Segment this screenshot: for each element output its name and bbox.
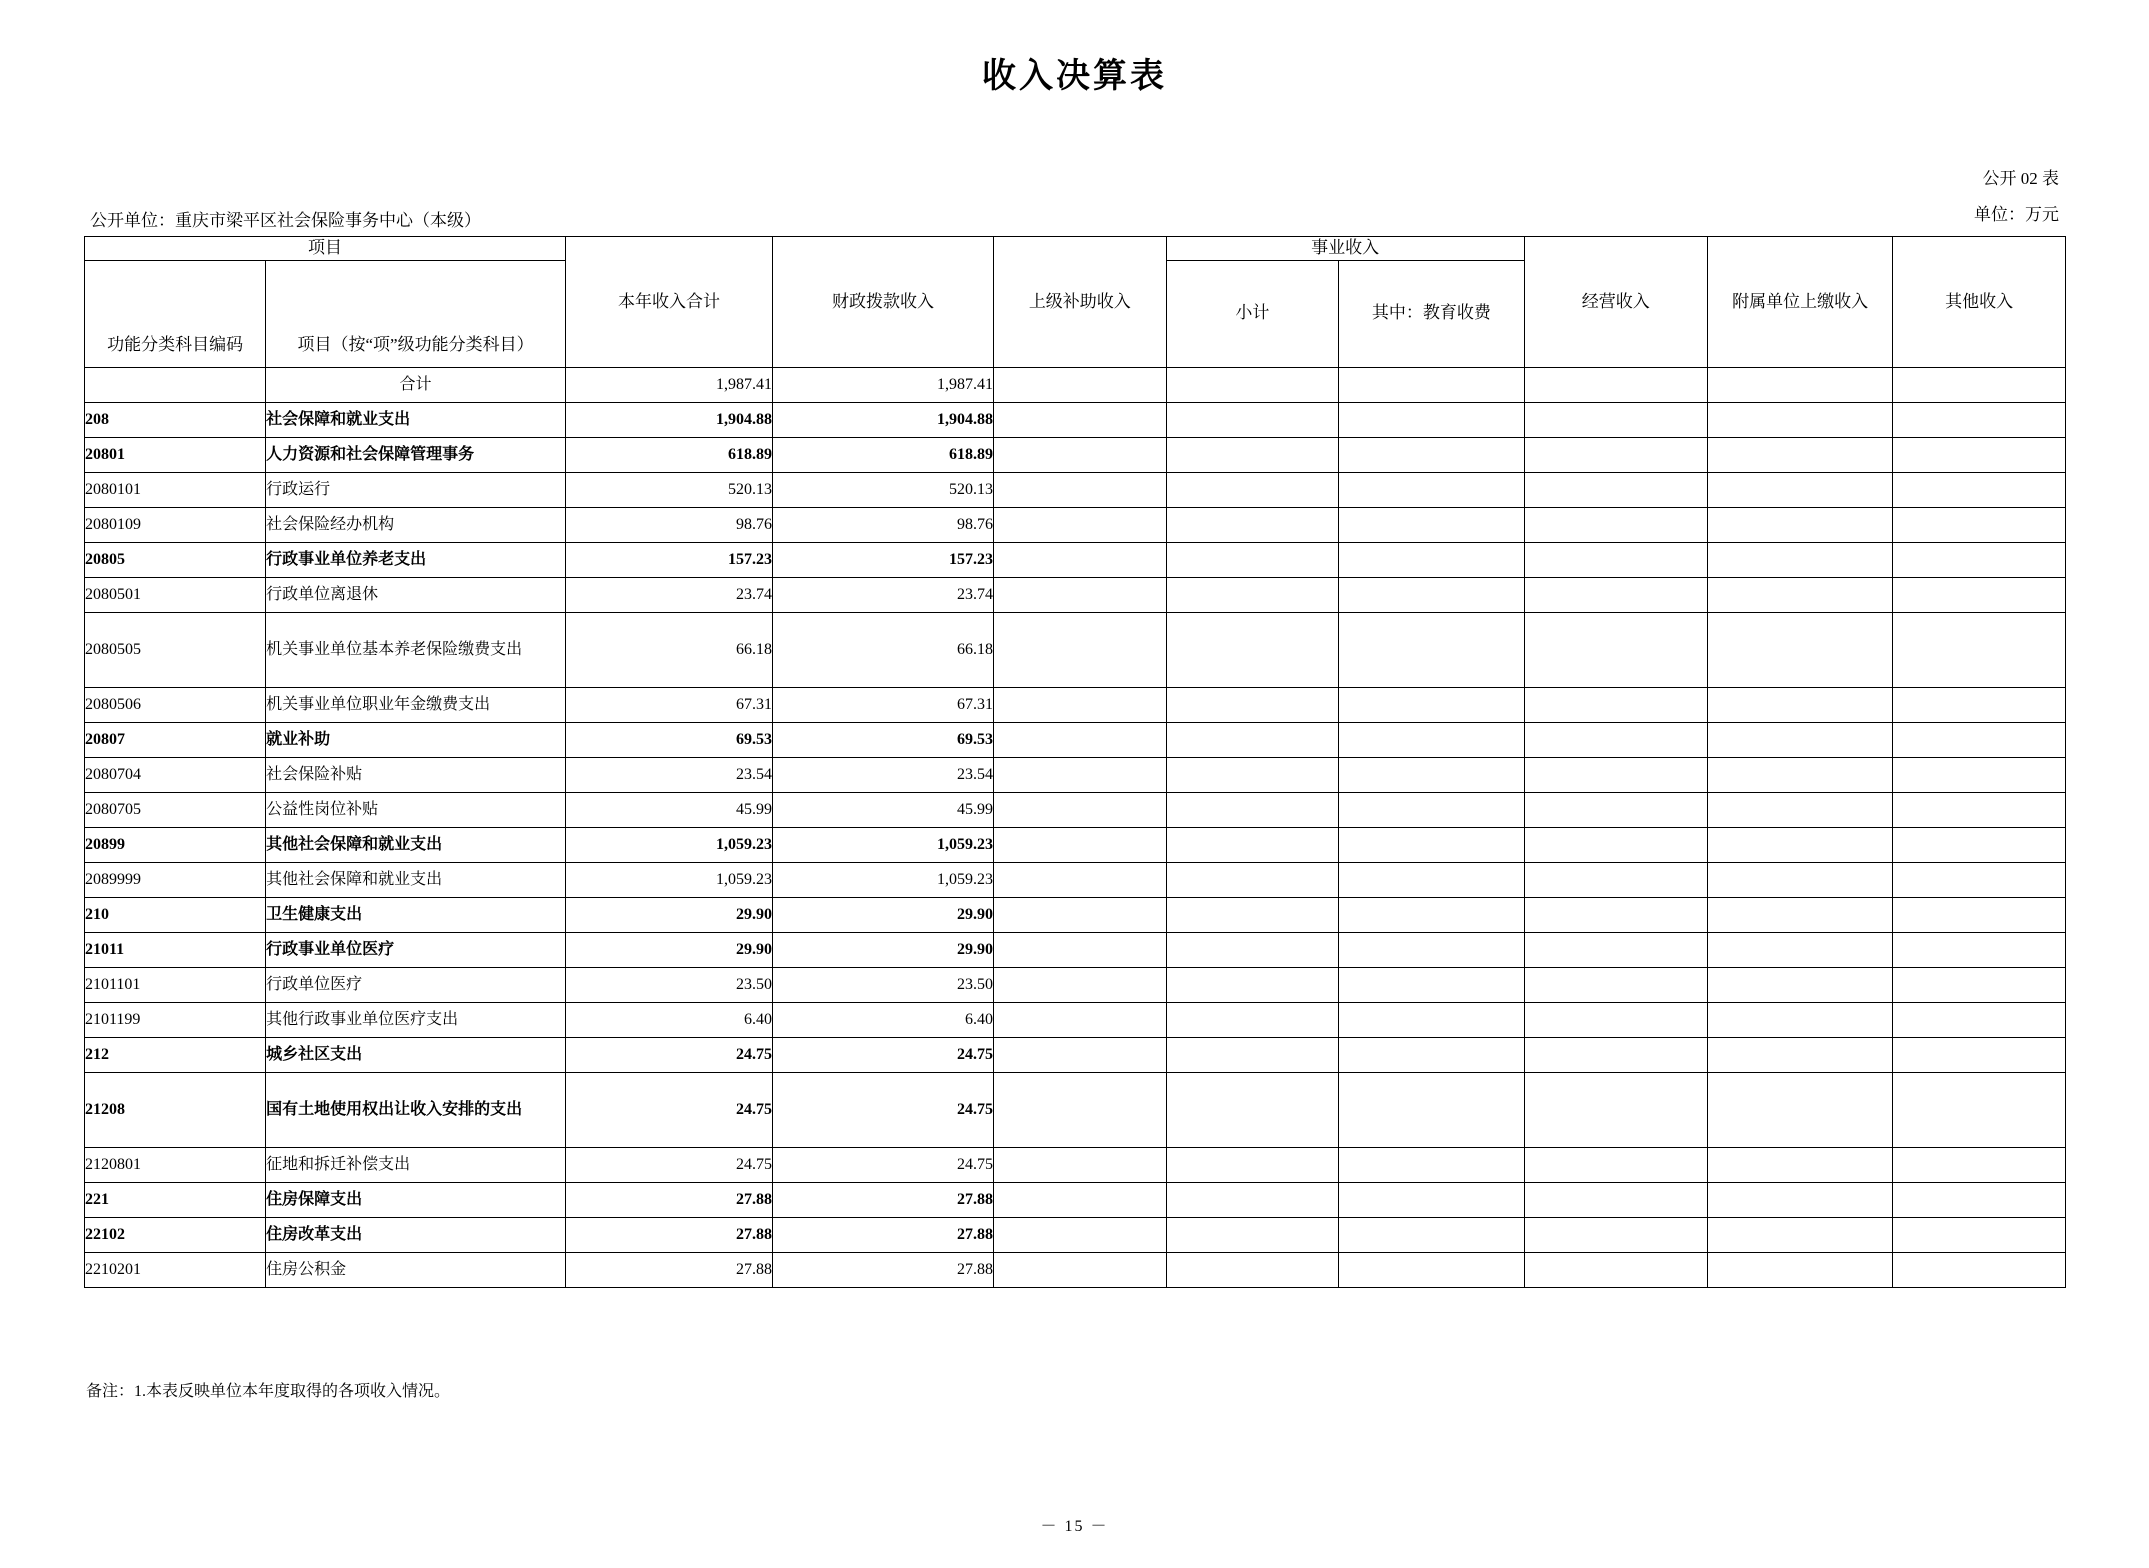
row-total: 157.23 bbox=[565, 542, 772, 577]
row-name: 合计 bbox=[266, 367, 566, 402]
row-name: 行政事业单位医疗 bbox=[266, 932, 566, 967]
row-other bbox=[1893, 1252, 2066, 1287]
sheet-number: 公开 02 表 bbox=[1982, 169, 2059, 188]
row-operating bbox=[1524, 1252, 1707, 1287]
row-total: 27.88 bbox=[565, 1182, 772, 1217]
row-code: 2210201 bbox=[85, 1252, 266, 1287]
row-operating bbox=[1524, 542, 1707, 577]
table-row bbox=[85, 757, 2066, 792]
row-code: 212 bbox=[85, 1037, 266, 1072]
header-business-subtotal: 小计 bbox=[1166, 260, 1339, 367]
row-code bbox=[85, 367, 266, 402]
row-other bbox=[1893, 722, 2066, 757]
row-superior bbox=[994, 612, 1167, 687]
row-operating bbox=[1524, 577, 1707, 612]
row-business-edu bbox=[1339, 722, 1524, 757]
row-business-edu bbox=[1339, 1252, 1524, 1287]
row-total: 23.74 bbox=[565, 577, 772, 612]
table-header-row-1 bbox=[85, 237, 2066, 261]
row-superior bbox=[994, 687, 1167, 722]
row-total: 29.90 bbox=[565, 932, 772, 967]
row-affiliated bbox=[1707, 1147, 1892, 1182]
table-row bbox=[85, 967, 2066, 1002]
row-name: 机关事业单位基本养老保险缴费支出 bbox=[266, 612, 566, 687]
row-affiliated bbox=[1707, 1252, 1892, 1287]
row-superior bbox=[994, 1147, 1167, 1182]
row-operating bbox=[1524, 1217, 1707, 1252]
row-code: 221 bbox=[85, 1182, 266, 1217]
row-code: 20805 bbox=[85, 542, 266, 577]
row-fiscal: 1,904.88 bbox=[772, 402, 993, 437]
row-affiliated bbox=[1707, 1217, 1892, 1252]
row-affiliated bbox=[1707, 897, 1892, 932]
header-affiliated-payment: 附属单位上缴收入 bbox=[1707, 237, 1892, 368]
row-operating bbox=[1524, 1182, 1707, 1217]
row-code: 2089999 bbox=[85, 862, 266, 897]
header-total-income: 本年收入合计 bbox=[565, 237, 772, 368]
row-total: 520.13 bbox=[565, 472, 772, 507]
row-affiliated bbox=[1707, 827, 1892, 862]
row-total: 67.31 bbox=[565, 687, 772, 722]
row-business-edu bbox=[1339, 1147, 1524, 1182]
header-function-code: 功能分类科目编码 bbox=[85, 260, 266, 367]
row-name: 征地和拆迁补偿支出 bbox=[266, 1147, 566, 1182]
row-name: 机关事业单位职业年金缴费支出 bbox=[266, 687, 566, 722]
row-business-subtotal bbox=[1166, 932, 1339, 967]
row-superior bbox=[994, 542, 1167, 577]
table-row bbox=[85, 792, 2066, 827]
table-row bbox=[85, 612, 2066, 687]
header-other-income: 其他收入 bbox=[1893, 237, 2066, 368]
row-affiliated bbox=[1707, 542, 1892, 577]
row-total: 618.89 bbox=[565, 437, 772, 472]
table-row bbox=[85, 897, 2066, 932]
row-fiscal: 27.88 bbox=[772, 1217, 993, 1252]
row-other bbox=[1893, 1037, 2066, 1072]
row-total: 29.90 bbox=[565, 897, 772, 932]
row-affiliated bbox=[1707, 402, 1892, 437]
row-business-subtotal bbox=[1166, 687, 1339, 722]
table-row bbox=[85, 862, 2066, 897]
row-code: 21011 bbox=[85, 932, 266, 967]
row-superior bbox=[994, 1002, 1167, 1037]
row-fiscal: 67.31 bbox=[772, 687, 993, 722]
table-row bbox=[85, 367, 2066, 402]
row-fiscal: 29.90 bbox=[772, 932, 993, 967]
row-affiliated bbox=[1707, 1182, 1892, 1217]
row-total: 69.53 bbox=[565, 722, 772, 757]
row-code: 22102 bbox=[85, 1217, 266, 1252]
row-business-edu bbox=[1339, 827, 1524, 862]
row-operating bbox=[1524, 932, 1707, 967]
row-code: 2101101 bbox=[85, 967, 266, 1002]
row-name: 住房改革支出 bbox=[266, 1217, 566, 1252]
row-superior bbox=[994, 367, 1167, 402]
header-fiscal-appropriation: 财政拨款收入 bbox=[772, 237, 993, 368]
row-business-subtotal bbox=[1166, 1252, 1339, 1287]
row-fiscal: 157.23 bbox=[772, 542, 993, 577]
row-total: 24.75 bbox=[565, 1147, 772, 1182]
table-row bbox=[85, 542, 2066, 577]
row-business-edu bbox=[1339, 542, 1524, 577]
table-row bbox=[85, 1002, 2066, 1037]
row-superior bbox=[994, 827, 1167, 862]
row-code: 20807 bbox=[85, 722, 266, 757]
row-business-edu bbox=[1339, 612, 1524, 687]
row-other bbox=[1893, 437, 2066, 472]
row-code: 210 bbox=[85, 897, 266, 932]
row-code: 2080501 bbox=[85, 577, 266, 612]
header-business-income-group: 事业收入 bbox=[1166, 237, 1524, 261]
row-name: 社会保障和就业支出 bbox=[266, 402, 566, 437]
table-row bbox=[85, 932, 2066, 967]
row-other bbox=[1893, 792, 2066, 827]
row-code: 208 bbox=[85, 402, 266, 437]
row-total: 1,987.41 bbox=[565, 367, 772, 402]
row-affiliated bbox=[1707, 507, 1892, 542]
row-business-subtotal bbox=[1166, 1002, 1339, 1037]
row-operating bbox=[1524, 1002, 1707, 1037]
row-business-subtotal bbox=[1166, 542, 1339, 577]
row-other bbox=[1893, 1002, 2066, 1037]
row-other bbox=[1893, 687, 2066, 722]
row-operating bbox=[1524, 402, 1707, 437]
row-affiliated bbox=[1707, 1002, 1892, 1037]
row-code: 20899 bbox=[85, 827, 266, 862]
row-name: 国有土地使用权出让收入安排的支出 bbox=[266, 1072, 566, 1147]
row-operating bbox=[1524, 1147, 1707, 1182]
row-superior bbox=[994, 1072, 1167, 1147]
row-fiscal: 27.88 bbox=[772, 1252, 993, 1287]
row-business-subtotal bbox=[1166, 862, 1339, 897]
table-row bbox=[85, 1037, 2066, 1072]
row-business-edu bbox=[1339, 367, 1524, 402]
row-code: 2101199 bbox=[85, 1002, 266, 1037]
row-fiscal: 23.50 bbox=[772, 967, 993, 1002]
row-name: 社会保险补贴 bbox=[266, 757, 566, 792]
row-operating bbox=[1524, 437, 1707, 472]
row-business-edu bbox=[1339, 1072, 1524, 1147]
header-operating-income: 经营收入 bbox=[1524, 237, 1707, 368]
row-name: 行政单位离退休 bbox=[266, 577, 566, 612]
row-fiscal: 66.18 bbox=[772, 612, 993, 687]
row-business-edu bbox=[1339, 862, 1524, 897]
table-row bbox=[85, 1147, 2066, 1182]
row-other bbox=[1893, 612, 2066, 687]
row-affiliated bbox=[1707, 472, 1892, 507]
row-fiscal: 23.74 bbox=[772, 577, 993, 612]
row-code: 20801 bbox=[85, 437, 266, 472]
row-total: 1,059.23 bbox=[565, 862, 772, 897]
row-fiscal: 24.75 bbox=[772, 1147, 993, 1182]
row-fiscal: 1,059.23 bbox=[772, 827, 993, 862]
row-other bbox=[1893, 402, 2066, 437]
row-name: 卫生健康支出 bbox=[266, 897, 566, 932]
row-other bbox=[1893, 577, 2066, 612]
row-other bbox=[1893, 932, 2066, 967]
row-code: 21208 bbox=[85, 1072, 266, 1147]
row-other bbox=[1893, 862, 2066, 897]
row-code: 2080506 bbox=[85, 687, 266, 722]
row-business-edu bbox=[1339, 757, 1524, 792]
row-business-edu bbox=[1339, 967, 1524, 1002]
row-business-subtotal bbox=[1166, 437, 1339, 472]
row-business-subtotal bbox=[1166, 722, 1339, 757]
row-affiliated bbox=[1707, 792, 1892, 827]
row-name: 社会保险经办机构 bbox=[266, 507, 566, 542]
row-business-edu bbox=[1339, 437, 1524, 472]
row-business-edu bbox=[1339, 1217, 1524, 1252]
row-code: 2080505 bbox=[85, 612, 266, 687]
row-fiscal: 520.13 bbox=[772, 472, 993, 507]
row-total: 98.76 bbox=[565, 507, 772, 542]
row-business-edu bbox=[1339, 792, 1524, 827]
row-operating bbox=[1524, 612, 1707, 687]
row-other bbox=[1893, 827, 2066, 862]
row-business-edu bbox=[1339, 1037, 1524, 1072]
table-row bbox=[85, 722, 2066, 757]
row-business-edu bbox=[1339, 1002, 1524, 1037]
row-operating bbox=[1524, 897, 1707, 932]
row-superior bbox=[994, 577, 1167, 612]
row-operating bbox=[1524, 472, 1707, 507]
row-fiscal: 69.53 bbox=[772, 722, 993, 757]
row-operating bbox=[1524, 967, 1707, 1002]
row-operating bbox=[1524, 367, 1707, 402]
table-row bbox=[85, 1182, 2066, 1217]
row-superior bbox=[994, 757, 1167, 792]
row-business-subtotal bbox=[1166, 367, 1339, 402]
row-business-subtotal bbox=[1166, 577, 1339, 612]
row-fiscal: 618.89 bbox=[772, 437, 993, 472]
row-total: 1,059.23 bbox=[565, 827, 772, 862]
row-business-subtotal bbox=[1166, 1217, 1339, 1252]
table-row bbox=[85, 687, 2066, 722]
row-superior bbox=[994, 897, 1167, 932]
table-row bbox=[85, 1217, 2066, 1252]
row-operating bbox=[1524, 827, 1707, 862]
row-name: 公益性岗位补贴 bbox=[266, 792, 566, 827]
amount-unit-label: 单位：万元 bbox=[1974, 205, 2059, 224]
row-business-subtotal bbox=[1166, 967, 1339, 1002]
row-total: 23.50 bbox=[565, 967, 772, 1002]
row-fiscal: 1,059.23 bbox=[772, 862, 993, 897]
header-business-edu-fee: 其中：教育收费 bbox=[1339, 260, 1524, 367]
row-fiscal: 6.40 bbox=[772, 1002, 993, 1037]
row-name: 其他社会保障和就业支出 bbox=[266, 827, 566, 862]
row-business-edu bbox=[1339, 472, 1524, 507]
row-business-edu bbox=[1339, 402, 1524, 437]
row-affiliated bbox=[1707, 967, 1892, 1002]
row-superior bbox=[994, 1037, 1167, 1072]
row-business-subtotal bbox=[1166, 402, 1339, 437]
row-business-subtotal bbox=[1166, 1147, 1339, 1182]
row-total: 66.18 bbox=[565, 612, 772, 687]
row-other bbox=[1893, 542, 2066, 577]
row-fiscal: 45.99 bbox=[772, 792, 993, 827]
row-affiliated bbox=[1707, 1072, 1892, 1147]
row-fiscal: 24.75 bbox=[772, 1072, 993, 1147]
row-other bbox=[1893, 1182, 2066, 1217]
row-other bbox=[1893, 367, 2066, 402]
table-row bbox=[85, 437, 2066, 472]
row-business-subtotal bbox=[1166, 1072, 1339, 1147]
row-superior bbox=[994, 472, 1167, 507]
row-total: 6.40 bbox=[565, 1002, 772, 1037]
row-name: 行政事业单位养老支出 bbox=[266, 542, 566, 577]
row-name: 行政单位医疗 bbox=[266, 967, 566, 1002]
row-other bbox=[1893, 757, 2066, 792]
row-total: 27.88 bbox=[565, 1252, 772, 1287]
page-number: － 15 － bbox=[1040, 1518, 1109, 1535]
page-title: 收入决算表 bbox=[982, 58, 1167, 95]
row-operating bbox=[1524, 1072, 1707, 1147]
row-code: 2120801 bbox=[85, 1147, 266, 1182]
row-operating bbox=[1524, 1037, 1707, 1072]
row-name: 就业补助 bbox=[266, 722, 566, 757]
row-name: 城乡社区支出 bbox=[266, 1037, 566, 1072]
row-business-edu bbox=[1339, 897, 1524, 932]
row-superior bbox=[994, 722, 1167, 757]
row-code: 2080101 bbox=[85, 472, 266, 507]
row-superior bbox=[994, 792, 1167, 827]
row-name: 其他社会保障和就业支出 bbox=[266, 862, 566, 897]
row-business-subtotal bbox=[1166, 757, 1339, 792]
row-code: 2080109 bbox=[85, 507, 266, 542]
row-other bbox=[1893, 1072, 2066, 1147]
row-superior bbox=[994, 1217, 1167, 1252]
row-superior bbox=[994, 1182, 1167, 1217]
row-superior bbox=[994, 967, 1167, 1002]
row-business-edu bbox=[1339, 932, 1524, 967]
row-business-edu bbox=[1339, 687, 1524, 722]
row-name: 住房公积金 bbox=[266, 1252, 566, 1287]
row-code: 2080704 bbox=[85, 757, 266, 792]
row-name: 行政运行 bbox=[266, 472, 566, 507]
row-superior bbox=[994, 1252, 1167, 1287]
row-business-edu bbox=[1339, 507, 1524, 542]
row-affiliated bbox=[1707, 757, 1892, 792]
discloser-label: 公开单位：重庆市梁平区社会保险事务中心（本级） bbox=[90, 211, 481, 230]
row-affiliated bbox=[1707, 1037, 1892, 1072]
row-affiliated bbox=[1707, 577, 1892, 612]
document-page bbox=[0, 48, 2149, 1568]
header-item-group: 项目 bbox=[85, 237, 566, 261]
row-operating bbox=[1524, 792, 1707, 827]
row-name: 人力资源和社会保障管理事务 bbox=[266, 437, 566, 472]
row-operating bbox=[1524, 862, 1707, 897]
table-row bbox=[85, 402, 2066, 437]
row-code: 2080705 bbox=[85, 792, 266, 827]
row-superior bbox=[994, 507, 1167, 542]
table-body bbox=[85, 367, 2066, 1287]
table-row bbox=[85, 577, 2066, 612]
table-row bbox=[85, 1252, 2066, 1287]
row-operating bbox=[1524, 507, 1707, 542]
row-operating bbox=[1524, 687, 1707, 722]
row-fiscal: 29.90 bbox=[772, 897, 993, 932]
table-row bbox=[85, 827, 2066, 862]
row-affiliated bbox=[1707, 722, 1892, 757]
header-superior-subsidy: 上级补助收入 bbox=[994, 237, 1167, 368]
row-other bbox=[1893, 507, 2066, 542]
row-business-edu bbox=[1339, 577, 1524, 612]
row-affiliated bbox=[1707, 687, 1892, 722]
row-business-subtotal bbox=[1166, 792, 1339, 827]
row-superior bbox=[994, 402, 1167, 437]
row-other bbox=[1893, 897, 2066, 932]
income-final-accounts-table bbox=[84, 236, 2066, 1288]
row-fiscal: 1,987.41 bbox=[772, 367, 993, 402]
row-other bbox=[1893, 967, 2066, 1002]
row-business-edu bbox=[1339, 1182, 1524, 1217]
table-row bbox=[85, 507, 2066, 542]
row-fiscal: 98.76 bbox=[772, 507, 993, 542]
table-row bbox=[85, 472, 2066, 507]
row-total: 24.75 bbox=[565, 1037, 772, 1072]
row-business-subtotal bbox=[1166, 897, 1339, 932]
row-fiscal: 24.75 bbox=[772, 1037, 993, 1072]
table-note: 备注：1.本表反映单位本年度取得的各项收入情况。 bbox=[86, 1383, 451, 1400]
row-business-subtotal bbox=[1166, 1182, 1339, 1217]
row-total: 1,904.88 bbox=[565, 402, 772, 437]
row-fiscal: 23.54 bbox=[772, 757, 993, 792]
row-business-subtotal bbox=[1166, 612, 1339, 687]
table-row bbox=[85, 1072, 2066, 1147]
row-business-subtotal bbox=[1166, 1037, 1339, 1072]
row-total: 27.88 bbox=[565, 1217, 772, 1252]
row-affiliated bbox=[1707, 862, 1892, 897]
row-fiscal: 27.88 bbox=[772, 1182, 993, 1217]
row-other bbox=[1893, 472, 2066, 507]
row-superior bbox=[994, 437, 1167, 472]
row-affiliated bbox=[1707, 612, 1892, 687]
row-total: 24.75 bbox=[565, 1072, 772, 1147]
row-name: 住房保障支出 bbox=[266, 1182, 566, 1217]
row-operating bbox=[1524, 722, 1707, 757]
row-business-subtotal bbox=[1166, 472, 1339, 507]
header-item-name: 项目（按“项”级功能分类科目） bbox=[266, 260, 566, 367]
row-affiliated bbox=[1707, 932, 1892, 967]
row-affiliated bbox=[1707, 367, 1892, 402]
row-total: 23.54 bbox=[565, 757, 772, 792]
row-total: 45.99 bbox=[565, 792, 772, 827]
row-other bbox=[1893, 1147, 2066, 1182]
row-business-subtotal bbox=[1166, 507, 1339, 542]
row-operating bbox=[1524, 757, 1707, 792]
row-business-subtotal bbox=[1166, 827, 1339, 862]
row-other bbox=[1893, 1217, 2066, 1252]
row-name: 其他行政事业单位医疗支出 bbox=[266, 1002, 566, 1037]
row-superior bbox=[994, 932, 1167, 967]
row-superior bbox=[994, 862, 1167, 897]
row-affiliated bbox=[1707, 437, 1892, 472]
